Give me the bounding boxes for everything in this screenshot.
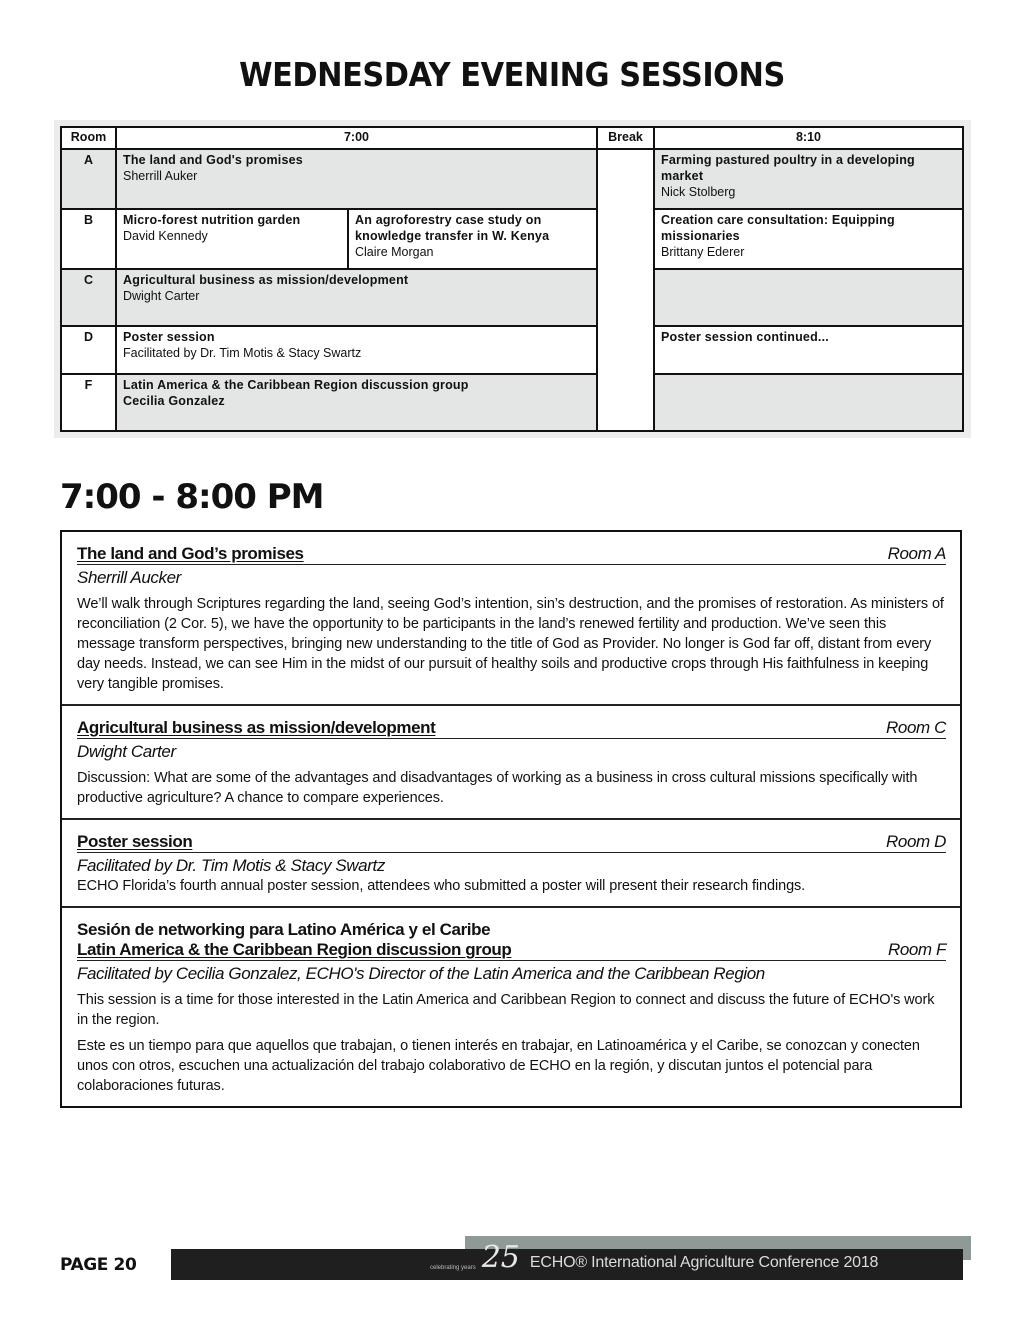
session-title: Latin America & the Caribbean Region discussion group: [123, 378, 469, 392]
session-speaker: Cecilia Gonzalez: [123, 394, 225, 408]
session-speaker: Brittany Ederer: [661, 245, 745, 259]
session-title: An agroforestry case study on knowledge transfer in W. Kenya: [355, 213, 550, 243]
session-title: Agricultural business as mission/development: [77, 718, 436, 737]
session-title: Farming pastured poultry in a developing market: [661, 153, 915, 183]
session-cell: [116, 149, 597, 209]
session-title: Creation care consultation: Equipping missionaries: [661, 213, 895, 243]
session-description: Discussion: What are some of the advantages and disadvantages of working as a business in cross cultural missions specifically with productive agriculture? A chance to compare experiences.: [77, 770, 918, 806]
session-room: Room A: [887, 544, 946, 563]
conference-name: ECHO® International Agriculture Conference 2018: [529, 1254, 879, 1271]
session-item: [62, 706, 960, 820]
session-room: Room D: [886, 832, 946, 851]
session-speaker: Sherrill Auker: [123, 169, 198, 183]
room-label: F: [61, 374, 116, 431]
header-room: Room: [61, 127, 116, 149]
session-speaker: Facilitated by Cecilia Gonzalez, ECHO's Director of the Latin America and the Caribbean Region: [77, 964, 765, 983]
session-cell: [348, 209, 597, 269]
schedule-table-panel: [54, 120, 971, 438]
session-header: [77, 544, 946, 565]
table-row: [61, 326, 963, 374]
room-label: A: [61, 149, 116, 209]
room-label: C: [61, 269, 116, 326]
break-cell: [597, 149, 654, 431]
session-header: [77, 940, 946, 961]
session-cell-empty: [654, 269, 963, 326]
page-number: PAGE 20: [60, 1255, 137, 1275]
session-title: Poster session: [77, 832, 193, 851]
time-heading: 7:00 - 8:00 PM: [60, 477, 324, 517]
session-description: ECHO Florida’s fourth annual poster session, attendees who submitted a poster will present their research findings.: [77, 878, 806, 894]
session-cell-empty: [654, 374, 963, 431]
session-title: Poster session continued...: [661, 330, 829, 344]
session-speaker: David Kennedy: [123, 229, 208, 243]
table-header-row: [61, 127, 963, 149]
page-title: WEDNESDAY EVENING SESSIONS: [239, 55, 785, 94]
session-description-spanish: Este es un tiempo para que aquellos que trabajan, o tienen interés en trabajar, en Latinoamérica y el Caribe, se conozcan y conecten unos con otros, escuchen una actualización del trabajo colaborativo de ECHO en la región, y discutan juntos el potencial para colaboraciones futuras.: [77, 1038, 920, 1094]
session-cell: [116, 326, 597, 374]
session-title: Poster session: [123, 330, 215, 344]
session-title: Micro-forest nutrition garden: [123, 213, 301, 227]
session-header: [77, 832, 946, 853]
session-header: [77, 718, 946, 739]
anniversary-logo: 25: [481, 1240, 520, 1275]
session-cell: [116, 209, 348, 269]
session-room: Room F: [887, 940, 946, 959]
session-cell: [116, 269, 597, 326]
session-speaker: Sherrill Aucker: [77, 568, 181, 587]
header-break: Break: [597, 127, 654, 149]
session-title: Agricultural business as mission/development: [123, 273, 409, 287]
session-speaker: Claire Morgan: [355, 245, 434, 259]
session-item: [62, 532, 960, 706]
session-cell: [654, 209, 963, 269]
room-label: D: [61, 326, 116, 374]
session-title: Latin America & the Caribbean Region discussion group: [77, 940, 512, 959]
session-pre-title: Sesión de networking para Latino América y el Caribe: [77, 920, 491, 939]
session-description: This session is a time for those interested in the Latin America and Caribbean Region to connect and discuss the future of ECHO's work in the region.: [77, 992, 935, 1028]
session-list: [60, 530, 962, 1108]
footer-content: [430, 1234, 878, 1280]
session-room: Room C: [886, 718, 946, 737]
room-label: B: [61, 209, 116, 269]
session-title: The land and God's promises: [123, 153, 303, 167]
session-speaker: Dwight Carter: [77, 742, 176, 761]
session-description: We’ll walk through Scriptures regarding the land, seeing God’s intention, sin’s destruction, and the promises of restoration. As ministers of reconciliation (2 Cor. 5), we have the opportunity to be participants in the land’s renewed fertility and production. We’ve seen this message transform perspectives, bringing new understanding to the title of God as Provider. No longer is God far off, distant from every day needs. Instead, we can see Him in the midst of our pursuit of healthy soils and productive crops through His faithfulness in keeping very tangible promises.: [77, 596, 944, 692]
logo-caption: celebrating years: [430, 1265, 476, 1271]
table-row: [61, 269, 963, 326]
session-speaker: Dwight Carter: [123, 289, 200, 303]
session-cell: [654, 149, 963, 209]
session-speaker: Facilitated by Dr. Tim Motis & Stacy Swartz: [77, 856, 385, 875]
table-row: [61, 209, 963, 269]
session-title: The land and God’s promises: [77, 544, 304, 563]
schedule-table: [60, 126, 964, 432]
table-row: [61, 149, 963, 209]
header-slot-700: 7:00: [116, 127, 597, 149]
session-cell: [654, 326, 963, 374]
session-speaker: Nick Stolberg: [661, 185, 736, 199]
session-cell: [116, 374, 597, 431]
header-slot-810: 8:10: [654, 127, 963, 149]
table-row: [61, 374, 963, 431]
session-item: [62, 908, 960, 1106]
session-item: [62, 820, 960, 908]
session-speaker: Facilitated by Dr. Tim Motis & Stacy Swartz: [123, 346, 362, 360]
